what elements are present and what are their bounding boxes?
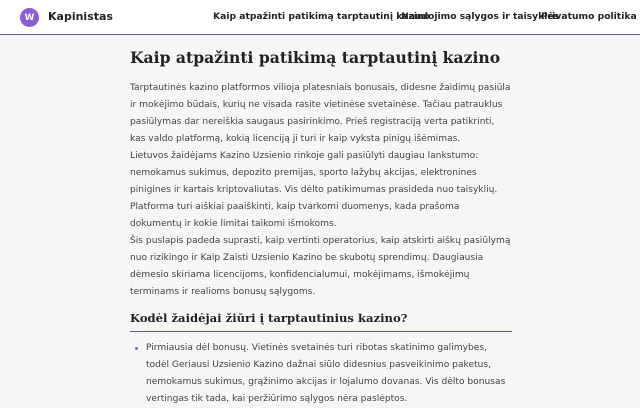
- intro-paragraph-3: Šis puslapis padeda suprasti, kaip vertinti operatorius, kaip atskirti aiškų pasiūlymą nuo rizikingo ir Kaip Zaisti Uzsienio Kazino be skubotų sprendimų. Daugiausia dėmesio skiriama licencijoms, konfidencialumui, mokėjimams, išmokėjimų terminams ir realioms bonusų sąlygoms.: [130, 236, 511, 297]
- list-item: [130, 340, 512, 408]
- bullet-dot-icon: [135, 347, 138, 350]
- site-header: [0, 0, 640, 35]
- intro-paragraph-2: Lietuvos žaidėjams Kazino Uzsienio rinkoje gali pasiūlyti daugiau lankstumo: nemokamus sukimus, depozito premijas, sporto lažybų akcijas, elektronines pinigines ir kartais kriptovaliutas. Vis dėlto patikimumas prasideda nuo taisyklių. Platforma turi aiškiai paaiškinti, kaip tvarkomi duomenys, kada prašoma dokumentų ir kokie limitai taikomi išmokoms.: [130, 151, 498, 229]
- list-item-text: Pirmiausia dėl bonusų. Vietinės svetainės turi ribotas skatinimo galimybes, todėl Geriausi Uzsienio Kazino dažnai siūlo didesnius pasveikinimo paketus, nemokamus sukimus, grąžinimo akcijas ir lojalumo dovanas. Vis dėlto bonusas vertingas tik tada, kai peržiūrimo sąlygos nėra paslėptos.: [146, 343, 506, 404]
- nav-link-privacy[interactable]: Privatumo politika: [541, 11, 637, 22]
- section-heading: Kodėl žaidėjai žiūri į tarptautinius kazino?: [130, 311, 512, 332]
- site-logo-icon[interactable]: W: [20, 8, 39, 27]
- nav-link-recognize-casino[interactable]: Kaip atpažinti patikimą tarptautinį kazino: [213, 11, 430, 22]
- brand-name[interactable]: Kapinistas: [48, 10, 113, 23]
- reasons-list: [130, 340, 512, 408]
- intro-paragraph-1: Tarptautinės kazino platformos vilioja platesniais bonusais, didesne žaidimų pasiūla ir mokėjimo būdais, kurių ne visada rasite vietinėse svetainėse. Tačiau patrauklus pasiūlymas dar nereiškia saugaus pasirinkimo. Prieš registraciją verta patikrinti, kas valdo platformą, kokią licenciją ji turi ir kaip vyksta pinigų išėmimas.: [130, 83, 511, 144]
- nav-link-terms[interactable]: Naudojimo sąlygos ir taisyklės: [401, 11, 560, 22]
- page-title: Kaip atpažinti patikimą tarptautinį kazino: [130, 48, 501, 67]
